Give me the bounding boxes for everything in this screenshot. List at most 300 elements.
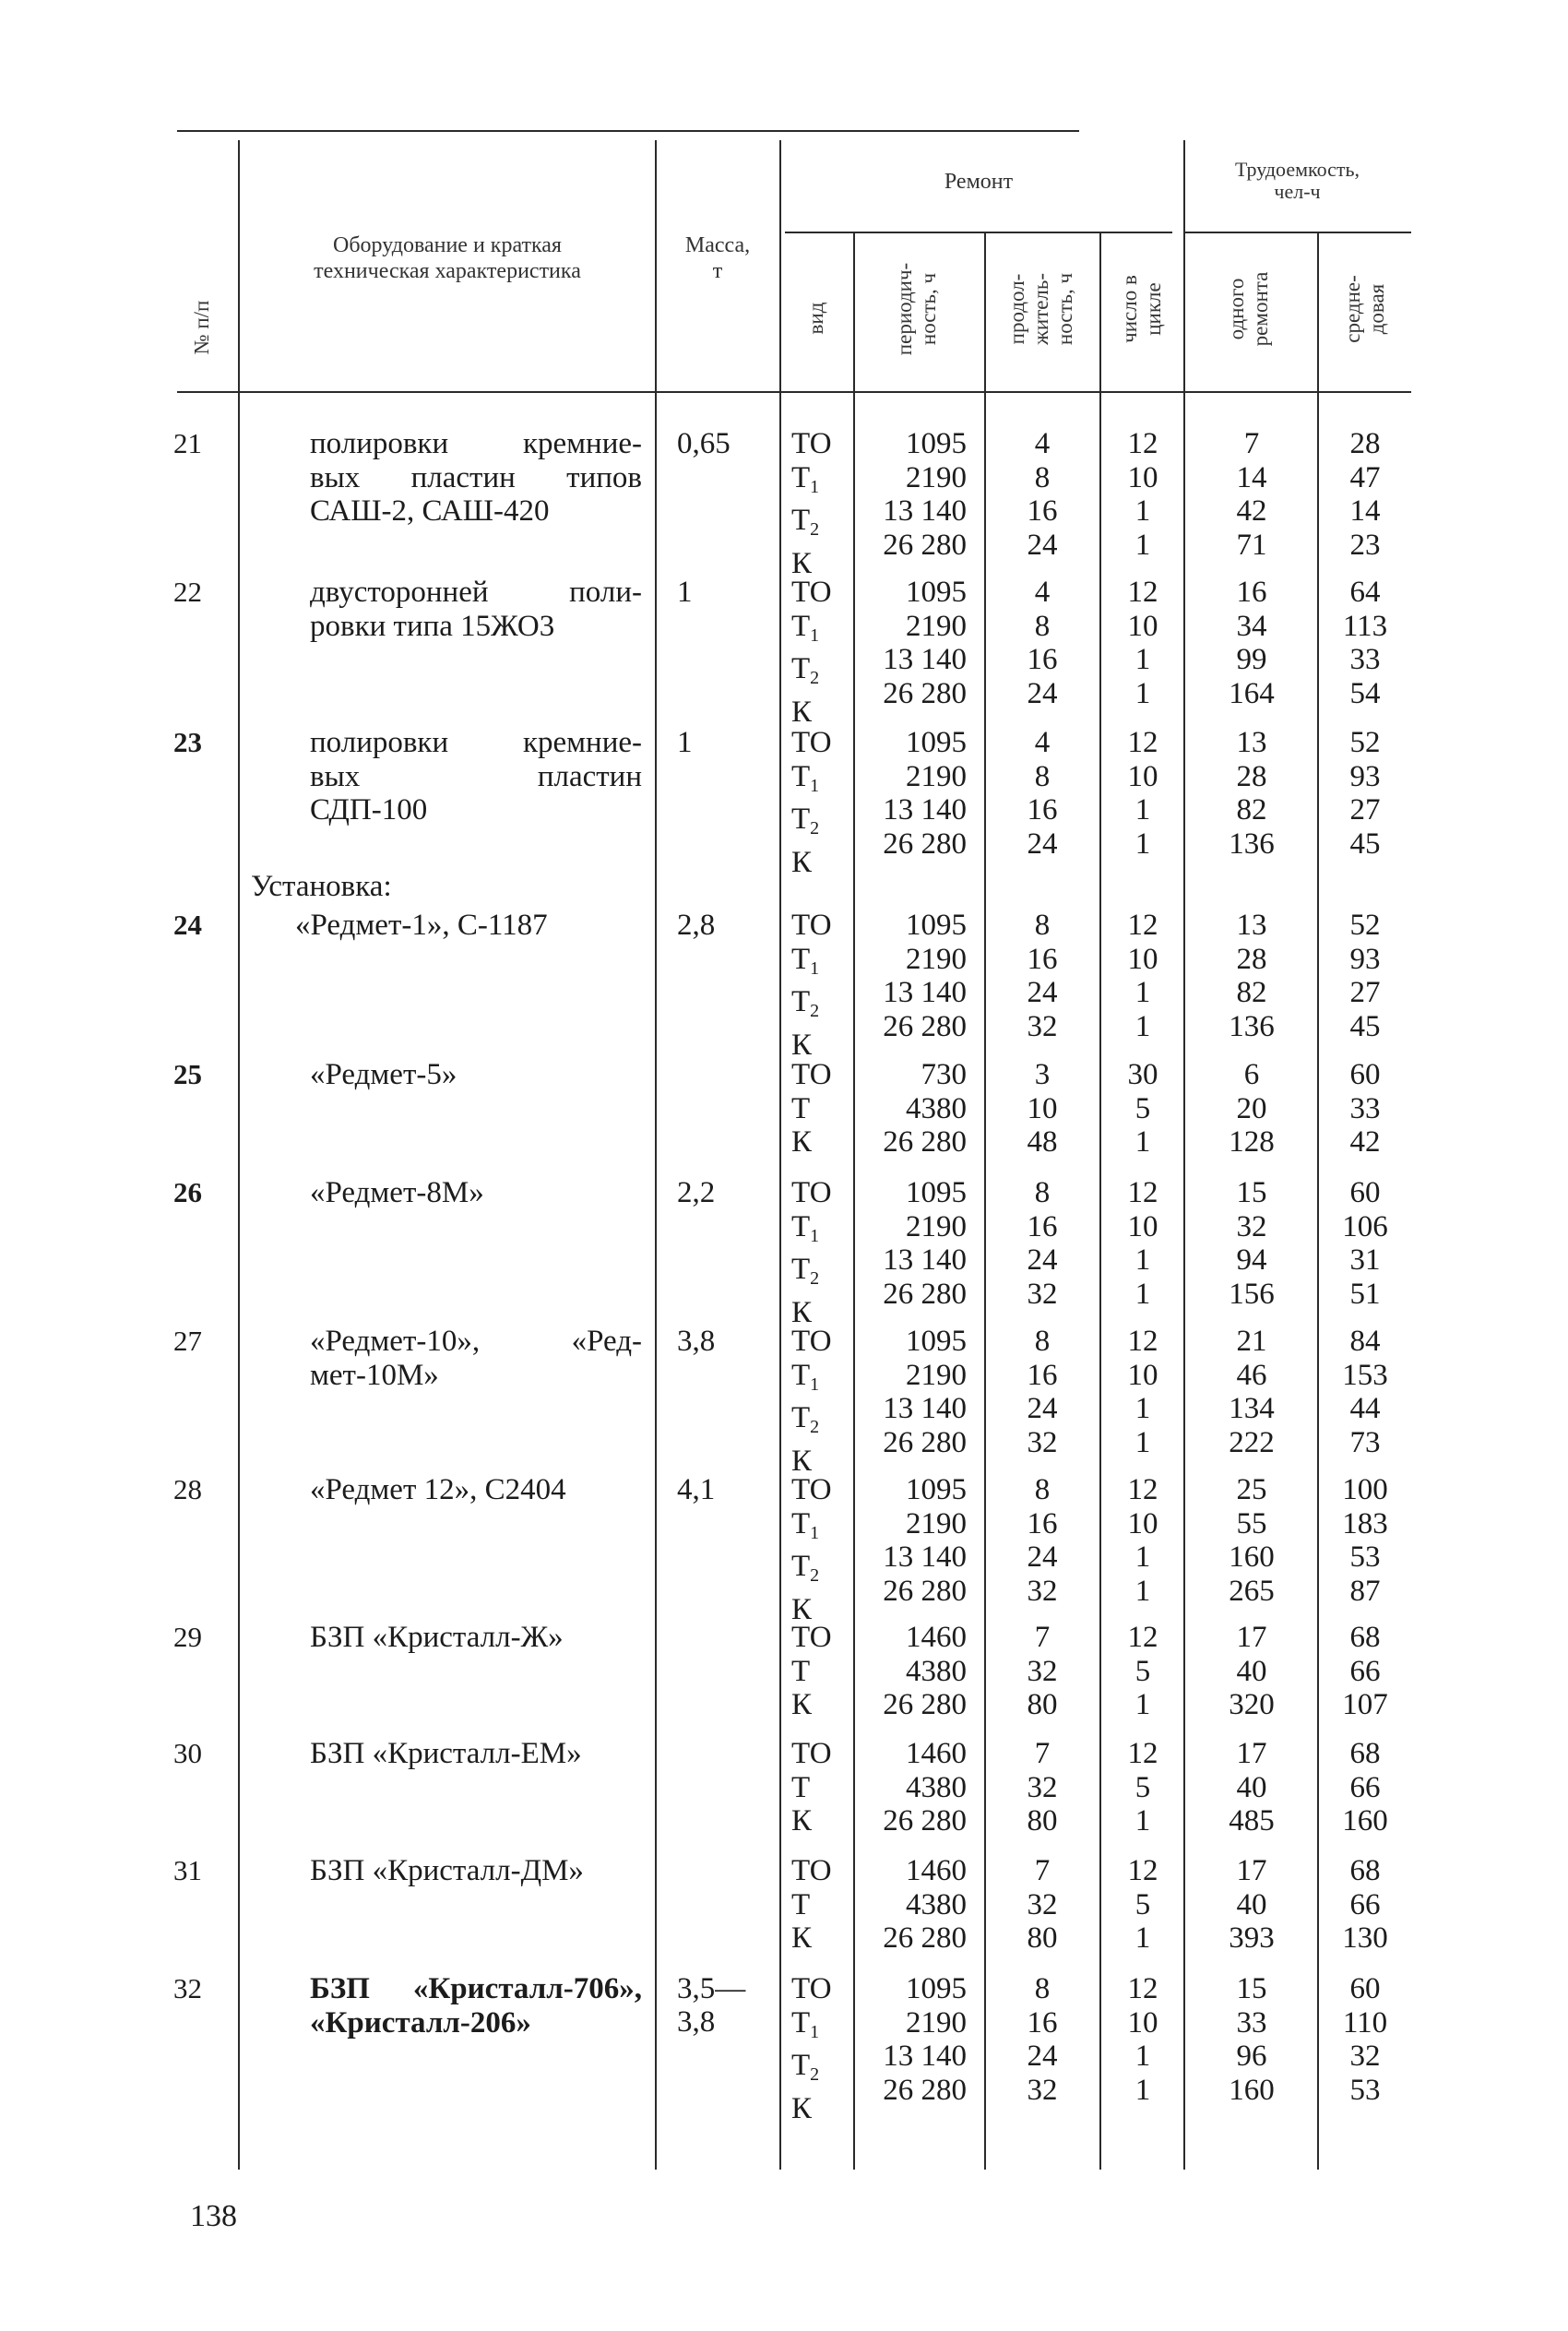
row-avg bbox=[1321, 576, 1409, 710]
row-count-cell: 1 bbox=[1134, 2073, 1151, 2107]
row-count bbox=[1103, 909, 1182, 1043]
row-avg bbox=[1321, 1176, 1409, 1311]
repair-kind-sub: $Т_2$ bbox=[791, 1550, 820, 1586]
description-line: БЗП «Кристалл-ЕМ» bbox=[310, 1737, 582, 1770]
row-count bbox=[1103, 1737, 1182, 1838]
row-count bbox=[1103, 427, 1182, 562]
row-avg bbox=[1321, 1737, 1409, 1838]
row-one-cell: 71 bbox=[1236, 528, 1267, 562]
row-avg bbox=[1321, 1972, 1409, 2107]
row-kinds bbox=[791, 576, 850, 729]
row-duration-cell: 4 bbox=[1034, 726, 1051, 759]
row-duration-cell: 32 bbox=[1027, 1654, 1058, 1688]
row-one-cell: 136 bbox=[1229, 827, 1275, 861]
row-avg-cell: 93 bbox=[1349, 942, 1381, 976]
row-duration-cell: 24 bbox=[1027, 1243, 1058, 1277]
subscript: 2 bbox=[810, 818, 820, 838]
header-no: № п/п bbox=[190, 300, 213, 355]
row-count-cell: 10 bbox=[1127, 1209, 1158, 1243]
row-kinds bbox=[791, 726, 850, 879]
row-duration bbox=[992, 1972, 1093, 2107]
row-period bbox=[858, 1972, 967, 2107]
row-count-cell: 5 bbox=[1134, 1770, 1151, 1804]
repair-kind: Т bbox=[791, 1091, 811, 1125]
subscript: 2 bbox=[810, 1565, 820, 1586]
row-avg-cell: 153 bbox=[1342, 1358, 1388, 1392]
row-period-cell: 2190 bbox=[906, 759, 967, 793]
subscript: 1 bbox=[810, 624, 820, 646]
row-avg bbox=[1321, 1058, 1409, 1160]
row-period-cell: 1460 bbox=[906, 1737, 967, 1770]
row-duration-cell: 8 bbox=[1034, 909, 1051, 942]
row-description bbox=[310, 1325, 642, 1392]
row-avg bbox=[1321, 1325, 1409, 1459]
row-one-cell: 16 bbox=[1236, 576, 1267, 609]
description-line: «Кристалл-206» bbox=[310, 2005, 531, 2040]
row-kinds bbox=[791, 909, 850, 1062]
row-avg-cell: 100 bbox=[1342, 1473, 1388, 1506]
row-count bbox=[1103, 1473, 1182, 1608]
row-count bbox=[1103, 576, 1182, 710]
description-line: САШ-2, САШ-420 bbox=[310, 494, 550, 528]
subscript: 1 bbox=[810, 775, 820, 796]
row-duration bbox=[992, 726, 1093, 861]
repair-kind: К bbox=[791, 695, 813, 729]
row-one bbox=[1188, 1621, 1315, 1722]
row-avg-cell: 31 bbox=[1349, 1243, 1381, 1277]
row-period-cell: 26 280 bbox=[883, 1277, 967, 1311]
row-period-cell: 1095 bbox=[906, 1473, 967, 1506]
description-line: БЗП «Кристалл-Ж» bbox=[310, 1621, 564, 1654]
col-rule-7 bbox=[1183, 140, 1185, 2170]
subscript: 1 bbox=[810, 1225, 820, 1246]
row-duration-cell: 16 bbox=[1027, 793, 1058, 827]
description-line: двусторонней поли- bbox=[310, 576, 642, 609]
row-period-cell: 26 280 bbox=[883, 1688, 967, 1721]
row-mass: 3,5— bbox=[677, 1972, 746, 2005]
repair-kind: ТО bbox=[791, 1854, 832, 1887]
row-description bbox=[310, 726, 642, 827]
row-avg bbox=[1321, 1854, 1409, 1956]
row-one-cell: 15 bbox=[1236, 1176, 1267, 1209]
repair-kind: ТО bbox=[791, 1737, 832, 1770]
row-count-cell: 1 bbox=[1134, 676, 1151, 710]
row-period-cell: 2190 bbox=[906, 609, 967, 643]
repair-kind-sub: $Т_2$ bbox=[791, 504, 820, 540]
row-count-cell: 10 bbox=[1127, 942, 1158, 976]
row-avg-cell: 32 bbox=[1349, 2040, 1381, 2073]
row-count-cell: 1 bbox=[1134, 494, 1151, 528]
row-one-cell: 25 bbox=[1236, 1473, 1267, 1506]
row-avg-cell: 27 bbox=[1349, 793, 1381, 827]
row-duration-cell: 24 bbox=[1027, 528, 1058, 562]
row-duration-cell: 32 bbox=[1027, 1574, 1058, 1608]
row-avg-cell: 87 bbox=[1349, 1574, 1381, 1608]
row-avg-cell: 45 bbox=[1349, 1009, 1381, 1043]
row-number: 27 bbox=[173, 1325, 202, 1357]
description-line: «Редмет-10», «Ред- bbox=[310, 1325, 642, 1358]
row-count-cell: 10 bbox=[1127, 1506, 1158, 1540]
row-avg-cell: 68 bbox=[1349, 1854, 1381, 1887]
row-period-cell: 26 280 bbox=[883, 1125, 967, 1159]
header-mass: Масса, т bbox=[684, 233, 751, 283]
row-period-cell: 26 280 bbox=[883, 1804, 967, 1837]
row-one-cell: 393 bbox=[1229, 1921, 1275, 1955]
row-count-cell: 1 bbox=[1134, 1425, 1151, 1459]
row-one-cell: 134 bbox=[1229, 1392, 1275, 1425]
row-duration bbox=[992, 576, 1093, 710]
row-one-cell: 7 bbox=[1243, 427, 1260, 460]
row-duration-cell: 16 bbox=[1027, 494, 1058, 528]
row-period-cell: 13 140 bbox=[883, 1243, 967, 1277]
repair-kind-sub: $Т_1$ bbox=[791, 609, 820, 646]
header-count: число в цикле bbox=[1118, 275, 1165, 343]
row-period bbox=[858, 1621, 967, 1722]
row-period-cell: 4380 bbox=[906, 1654, 967, 1688]
row-number: 24 bbox=[173, 909, 202, 941]
row-duration-cell: 32 bbox=[1027, 1887, 1058, 1921]
row-duration-cell: 80 bbox=[1027, 1804, 1058, 1837]
row-count bbox=[1103, 1854, 1182, 1956]
header-one: одного ремонта bbox=[1225, 271, 1272, 347]
row-count-cell: 1 bbox=[1134, 643, 1151, 676]
subscript: 2 bbox=[810, 1268, 820, 1289]
repair-kind-sub: $Т_2$ bbox=[791, 803, 820, 838]
subscript: 2 bbox=[810, 1001, 820, 1021]
row-one-cell: 13 bbox=[1236, 726, 1267, 759]
repair-kind: К bbox=[791, 2091, 813, 2125]
row-one-cell: 17 bbox=[1236, 1737, 1267, 1770]
repair-kind: ТО bbox=[791, 726, 832, 759]
row-mass: 2,2 bbox=[677, 1176, 716, 1209]
row-duration-cell: 7 bbox=[1034, 1854, 1051, 1887]
row-one-cell: 136 bbox=[1229, 1009, 1275, 1043]
description-line: «Редмет-8М» bbox=[310, 1176, 484, 1209]
row-avg bbox=[1321, 726, 1409, 861]
row-mass: 3,8 bbox=[677, 2005, 716, 2039]
row-one bbox=[1188, 909, 1315, 1043]
subscript: 1 bbox=[810, 1374, 820, 1395]
row-avg-cell: 64 bbox=[1349, 576, 1381, 609]
row-kinds bbox=[791, 1176, 850, 1329]
row-duration-cell: 24 bbox=[1027, 827, 1058, 861]
row-duration bbox=[992, 1473, 1093, 1608]
row-description bbox=[310, 1176, 642, 1210]
row-duration-cell: 8 bbox=[1034, 759, 1051, 793]
repair-kind: ТО bbox=[791, 1621, 832, 1654]
row-period-cell: 26 280 bbox=[883, 676, 967, 710]
row-duration-cell: 24 bbox=[1027, 676, 1058, 710]
row-duration bbox=[992, 427, 1093, 562]
row-duration bbox=[992, 1176, 1093, 1311]
row-period-cell: 2190 bbox=[906, 1209, 967, 1243]
row-mass: 1 bbox=[677, 726, 693, 759]
repair-kind: К bbox=[791, 1804, 813, 1837]
col-rule-3 bbox=[779, 140, 781, 2170]
subscript: 2 bbox=[810, 1417, 820, 1437]
row-count-cell: 12 bbox=[1127, 909, 1158, 942]
row-duration-cell: 48 bbox=[1027, 1125, 1058, 1159]
row-period-cell: 26 280 bbox=[883, 1574, 967, 1608]
row-count-cell: 12 bbox=[1127, 726, 1158, 759]
row-avg-cell: 110 bbox=[1342, 2005, 1388, 2040]
description-line: БЗП «Кристалл-ДМ» bbox=[310, 1854, 584, 1887]
row-count bbox=[1103, 726, 1182, 861]
row-one-cell: 33 bbox=[1236, 2005, 1267, 2040]
row-count-cell: 10 bbox=[1127, 460, 1158, 494]
row-duration-cell: 80 bbox=[1027, 1688, 1058, 1721]
header-bottom-rule bbox=[177, 391, 1411, 393]
description-line: мет-10М» bbox=[310, 1358, 439, 1392]
row-count-cell: 1 bbox=[1134, 1243, 1151, 1277]
repair-kind-sub: $Т_2$ bbox=[791, 652, 820, 688]
row-avg-cell: 53 bbox=[1349, 2073, 1381, 2107]
row-number: 23 bbox=[173, 726, 202, 758]
row-description bbox=[310, 1854, 642, 1888]
subscript: 2 bbox=[810, 668, 820, 688]
row-avg-cell: 44 bbox=[1349, 1392, 1381, 1425]
row-count-cell: 1 bbox=[1134, 528, 1151, 562]
row-period-cell: 1095 bbox=[906, 1325, 967, 1358]
description-line: «Редмет-1», С-1187 bbox=[295, 909, 548, 942]
subscript: 2 bbox=[810, 2064, 820, 2085]
row-period-cell: 13 140 bbox=[883, 643, 967, 676]
row-one bbox=[1188, 1473, 1315, 1608]
row-avg-cell: 23 bbox=[1349, 528, 1381, 562]
row-number: 32 bbox=[173, 1972, 202, 2004]
row-avg-cell: 42 bbox=[1349, 1125, 1381, 1159]
repair-kind-sub: $Т_1$ bbox=[791, 1358, 820, 1395]
row-kinds bbox=[791, 427, 850, 580]
row-count-cell: 5 bbox=[1134, 1654, 1151, 1688]
row-avg-cell: 66 bbox=[1349, 1654, 1381, 1688]
row-count-cell: 10 bbox=[1127, 1358, 1158, 1392]
row-one-cell: 99 bbox=[1236, 643, 1267, 676]
row-one-cell: 160 bbox=[1229, 1540, 1275, 1574]
row-count-cell: 12 bbox=[1127, 1325, 1158, 1358]
row-avg-cell: 54 bbox=[1349, 676, 1381, 710]
repair-kind: ТО bbox=[791, 427, 832, 460]
row-mass: 0,65 bbox=[677, 427, 731, 460]
description-line: БЗП «Кристалл-706», bbox=[310, 1972, 642, 2005]
row-description bbox=[310, 427, 642, 529]
row-duration-cell: 32 bbox=[1027, 1425, 1058, 1459]
header-avg: средне- довая bbox=[1341, 275, 1388, 343]
row-avg bbox=[1321, 1621, 1409, 1722]
row-duration-cell: 16 bbox=[1027, 942, 1058, 976]
row-avg-cell: 66 bbox=[1349, 1770, 1381, 1804]
repair-kind: Т bbox=[791, 1887, 811, 1921]
group-label: Установка: bbox=[251, 870, 392, 903]
row-one-cell: 32 bbox=[1236, 1209, 1267, 1243]
col-rule-1 bbox=[238, 140, 240, 2170]
repair-kind-sub: $Т_2$ bbox=[791, 1401, 820, 1437]
description-line: СДП-100 bbox=[310, 793, 428, 827]
row-period bbox=[858, 1325, 967, 1459]
row-period bbox=[858, 576, 967, 710]
row-avg bbox=[1321, 1473, 1409, 1608]
row-description bbox=[310, 1972, 642, 2040]
row-one-cell: 17 bbox=[1236, 1854, 1267, 1887]
row-duration-cell: 24 bbox=[1027, 976, 1058, 1009]
row-period-cell: 2190 bbox=[906, 1506, 967, 1540]
row-one-cell: 13 bbox=[1236, 909, 1267, 942]
row-number: 29 bbox=[173, 1621, 202, 1653]
row-one-cell: 222 bbox=[1229, 1425, 1275, 1459]
row-avg-cell: 113 bbox=[1342, 609, 1388, 643]
row-duration-cell: 8 bbox=[1034, 1325, 1051, 1358]
subscript: 1 bbox=[810, 1522, 820, 1543]
row-duration-cell: 32 bbox=[1027, 2073, 1058, 2107]
row-one-cell: 46 bbox=[1236, 1358, 1267, 1392]
row-duration-cell: 8 bbox=[1034, 609, 1051, 643]
header-repair: Ремонт bbox=[944, 170, 1014, 194]
row-period-cell: 1095 bbox=[906, 726, 967, 759]
row-count-cell: 10 bbox=[1127, 609, 1158, 643]
row-period-cell: 4380 bbox=[906, 1770, 967, 1804]
row-duration-cell: 8 bbox=[1034, 1176, 1051, 1209]
subscript: 1 bbox=[810, 2021, 820, 2042]
row-period-cell: 4380 bbox=[906, 1091, 967, 1125]
row-one-cell: 265 bbox=[1229, 1574, 1275, 1608]
row-duration-cell: 16 bbox=[1027, 1506, 1058, 1540]
row-avg-cell: 60 bbox=[1349, 1176, 1381, 1209]
row-one bbox=[1188, 726, 1315, 861]
row-count-cell: 1 bbox=[1134, 1921, 1151, 1955]
row-count-cell: 1 bbox=[1134, 1392, 1151, 1425]
header-period: периодич- ность, ч bbox=[893, 262, 940, 356]
row-avg bbox=[1321, 909, 1409, 1043]
row-one-cell: 15 bbox=[1236, 1972, 1267, 2005]
row-duration-cell: 24 bbox=[1027, 1540, 1058, 1574]
row-avg-cell: 160 bbox=[1342, 1804, 1388, 1837]
row-avg-cell: 28 bbox=[1349, 427, 1381, 460]
row-count-cell: 12 bbox=[1127, 1176, 1158, 1209]
col-rule-5 bbox=[984, 232, 986, 2170]
row-avg bbox=[1321, 427, 1409, 562]
row-count-cell: 12 bbox=[1127, 1621, 1158, 1654]
repair-kind: К bbox=[791, 1028, 813, 1062]
row-mass: 3,8 bbox=[677, 1325, 716, 1358]
row-avg-cell: 84 bbox=[1349, 1325, 1381, 1358]
row-duration-cell: 24 bbox=[1027, 1392, 1058, 1425]
description-line: полировки кремние- bbox=[310, 726, 642, 759]
row-period bbox=[858, 1854, 967, 1956]
row-count-cell: 1 bbox=[1134, 793, 1151, 827]
row-kinds bbox=[791, 1473, 850, 1626]
row-period bbox=[858, 1058, 967, 1160]
repair-kind: К bbox=[791, 1125, 813, 1159]
row-one bbox=[1188, 576, 1315, 710]
row-avg-cell: 130 bbox=[1342, 1921, 1388, 1955]
repair-kind: К bbox=[791, 1444, 813, 1478]
row-one-cell: 34 bbox=[1236, 609, 1267, 643]
row-period-cell: 13 140 bbox=[883, 2040, 967, 2073]
repair-kind-sub: $Т_2$ bbox=[791, 2049, 820, 2085]
repair-kind: К bbox=[791, 1295, 813, 1329]
description-line: «Редмет 12», С2404 bbox=[310, 1473, 566, 1506]
row-kinds bbox=[791, 1854, 850, 1956]
row-count-cell: 12 bbox=[1127, 1972, 1158, 2005]
row-period-cell: 1095 bbox=[906, 909, 967, 942]
row-avg-cell: 60 bbox=[1349, 1972, 1381, 2005]
repair-kind: Т bbox=[791, 1770, 811, 1804]
row-one-cell: 20 bbox=[1236, 1091, 1267, 1125]
row-period-cell: 26 280 bbox=[883, 1009, 967, 1043]
description-line: вых пластин bbox=[310, 759, 642, 793]
labor-subheader-rule bbox=[1183, 232, 1411, 233]
row-avg-cell: 66 bbox=[1349, 1887, 1381, 1921]
row-duration-cell: 8 bbox=[1034, 1972, 1051, 2005]
row-duration-cell: 4 bbox=[1034, 576, 1051, 609]
repair-kind-sub: $Т_2$ bbox=[791, 985, 820, 1021]
col-rule-2 bbox=[655, 140, 657, 2170]
row-one-cell: 21 bbox=[1236, 1325, 1267, 1358]
description-line: ровки типа 15ЖО3 bbox=[310, 609, 555, 643]
row-duration-cell: 32 bbox=[1027, 1277, 1058, 1311]
row-count bbox=[1103, 1058, 1182, 1160]
row-duration-cell: 16 bbox=[1027, 1209, 1058, 1243]
row-number: 22 bbox=[173, 576, 202, 608]
repair-kind-sub: $Т_1$ bbox=[791, 942, 820, 979]
row-kinds bbox=[791, 1058, 850, 1160]
row-number: 21 bbox=[173, 427, 202, 459]
row-period-cell: 2190 bbox=[906, 2005, 967, 2040]
row-avg-cell: 27 bbox=[1349, 976, 1381, 1009]
row-count-cell: 1 bbox=[1134, 1125, 1151, 1159]
row-count-cell: 1 bbox=[1134, 1688, 1151, 1721]
row-count-cell: 12 bbox=[1127, 427, 1158, 460]
row-one bbox=[1188, 1972, 1315, 2107]
row-period bbox=[858, 427, 967, 562]
row-kinds bbox=[791, 1737, 850, 1838]
repair-kind: ТО bbox=[791, 1325, 832, 1358]
row-one bbox=[1188, 1176, 1315, 1311]
row-count bbox=[1103, 1621, 1182, 1722]
description-line: полировки кремние- bbox=[310, 427, 642, 460]
row-one-cell: 17 bbox=[1236, 1621, 1267, 1654]
row-count bbox=[1103, 1176, 1182, 1311]
repair-kind: ТО bbox=[791, 1473, 832, 1506]
row-one-cell: 28 bbox=[1236, 759, 1267, 793]
row-one-cell: 160 bbox=[1229, 2073, 1275, 2107]
row-count-cell: 30 bbox=[1127, 1058, 1158, 1091]
row-avg-cell: 52 bbox=[1349, 726, 1381, 759]
repair-kind-sub: $Т_1$ bbox=[791, 2005, 820, 2042]
row-avg-cell: 93 bbox=[1349, 759, 1381, 793]
subscript: 2 bbox=[810, 519, 820, 540]
repair-kind: К bbox=[791, 1592, 813, 1626]
row-period-cell: 13 140 bbox=[883, 976, 967, 1009]
repair-kind: К bbox=[791, 546, 813, 580]
row-count-cell: 5 bbox=[1134, 1887, 1151, 1921]
row-kinds bbox=[791, 1972, 850, 2125]
header-equipment: Оборудование и краткая техническая характеристика bbox=[314, 233, 581, 283]
row-avg-cell: 107 bbox=[1342, 1688, 1388, 1721]
col-rule-8 bbox=[1317, 232, 1319, 2170]
row-description bbox=[310, 1621, 642, 1655]
row-duration-cell: 7 bbox=[1034, 1737, 1051, 1770]
repair-kind: ТО bbox=[791, 1058, 832, 1091]
row-period-cell: 26 280 bbox=[883, 1921, 967, 1955]
row-avg-cell: 183 bbox=[1342, 1506, 1388, 1540]
repair-subheader-rule bbox=[785, 232, 1172, 233]
row-description bbox=[310, 1737, 642, 1771]
row-one-cell: 40 bbox=[1236, 1654, 1267, 1688]
row-duration-cell: 16 bbox=[1027, 2005, 1058, 2040]
row-one-cell: 320 bbox=[1229, 1688, 1275, 1721]
row-count-cell: 12 bbox=[1127, 1737, 1158, 1770]
